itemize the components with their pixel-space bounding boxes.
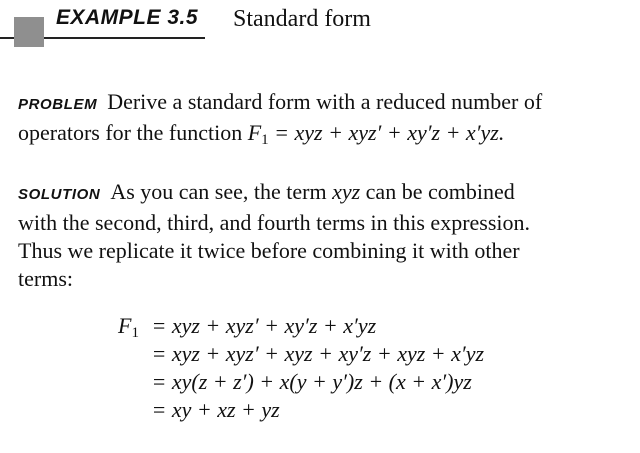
problem-paragraph: [18, 88, 640, 154]
equation-line-2: [118, 340, 484, 368]
equation-rhs-3: = xy(z + z′) + x(y + y′)z + (x + x′)yz: [151, 369, 472, 394]
solution-line-1: [18, 178, 640, 209]
equation-lhs-name: F: [118, 313, 132, 338]
example-header: [0, 0, 640, 50]
solution-line-4: terms:: [18, 266, 73, 291]
example-title: Standard form: [233, 6, 371, 32]
equation-line-3: [118, 368, 484, 396]
solution-term: xyz: [332, 179, 361, 204]
equation-block: [118, 312, 484, 424]
problem-line-1: [18, 88, 640, 119]
equation-line-1: [118, 312, 484, 340]
solution-line-3: Thus we replicate it twice before combining it with other: [18, 238, 520, 263]
equation-rhs-2: = xyz + xyz′ + xyz + xy′z + xyz + x′yz: [151, 341, 485, 366]
problem-text-1: Derive a standard form with a reduced number of: [107, 89, 543, 114]
example-marker-square: [14, 17, 44, 47]
problem-tag: PROBLEM: [18, 96, 98, 113]
function-expression: = xyz + xyz′ + xy′z + x′yz.: [268, 120, 505, 145]
equation-line-4: [118, 396, 484, 424]
solution-text-1b: can be combined: [365, 179, 515, 204]
solution-text-1a: As you can see, the term: [110, 179, 327, 204]
function-subscript: 1: [261, 132, 269, 148]
equation-rhs-1: = xyz + xyz′ + xy′z + x′yz: [151, 313, 377, 338]
problem-line-2: [18, 119, 640, 154]
problem-text-2: operators for the function: [18, 120, 243, 145]
solution-tag: SOLUTION: [18, 186, 101, 203]
solution-line-2: with the second, third, and fourth terms in this expression.: [18, 210, 531, 235]
equation-rhs-4: = xy + xz + yz: [151, 397, 280, 422]
example-label: EXAMPLE 3.5: [56, 6, 199, 29]
solution-paragraph: [18, 178, 640, 293]
equation-lhs-subscript: 1: [131, 325, 139, 341]
function-name: F: [247, 120, 262, 145]
